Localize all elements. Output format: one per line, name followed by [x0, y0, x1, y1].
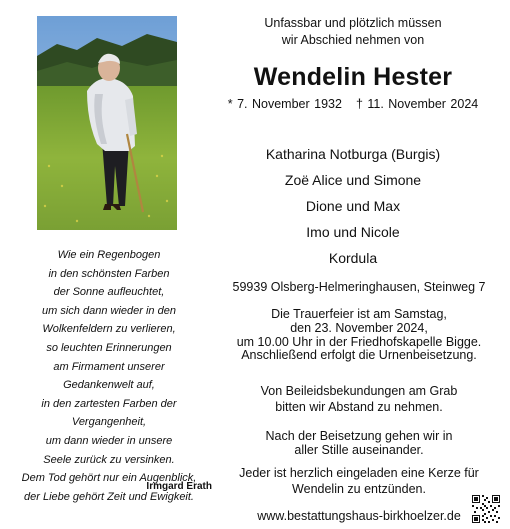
poem-line: Wie ein Regenbogen	[57, 249, 161, 261]
condolences-line: Von Beileidsbekundungen am Grab	[260, 384, 458, 398]
mourner-name: Kordula	[328, 250, 378, 266]
service-line: Die Trauerfeier ist am Samstag,	[271, 307, 447, 321]
family-address: 59939 Olsberg-Helmeringhausen, Steinweg 7	[232, 280, 486, 294]
death-date: † 11. November 2024	[355, 97, 479, 111]
poem-line: in den schönsten Farben	[48, 267, 170, 280]
candle-line: Wendelin zu entzünden.	[292, 481, 426, 496]
memorial-poem	[10, 246, 208, 506]
portrait-photo	[37, 16, 177, 230]
poem-line: Gedankenwelt auf,	[63, 379, 155, 392]
poem-line: Vergangenheit,	[71, 416, 147, 429]
life-dates	[220, 97, 486, 111]
mourner-name: Imo und Nicole	[306, 224, 400, 240]
condolences-note	[222, 384, 496, 415]
service-line: Anschließend erfolgt die Urnenbeisetzung.	[241, 348, 477, 363]
service-line: um 10.00 Uhr in der Friedhofskapelle Bigge.	[236, 334, 482, 349]
poem-line: um sich dann wieder in den	[42, 304, 176, 317]
condolences-line: bitten wir Abstand zu nehmen.	[275, 399, 443, 414]
poem-author: Irmgard Erath	[146, 481, 212, 492]
poem-line: Seele zurück zu versinken.	[43, 453, 175, 466]
mourner-name: Zoë Alice und Simone	[284, 172, 422, 188]
intro-line: Unfassbar und plötzlich müssen	[264, 16, 442, 30]
mourner-name: Dione und Max	[305, 198, 401, 214]
deceased-name: Wendelin Hester	[253, 63, 453, 91]
burial-line: Nach der Beisetzung gehen wir in	[265, 429, 453, 443]
poem-line: Wolkenfeldern zu verlieren,	[42, 323, 176, 336]
poem-line: am Firmament unserer	[53, 360, 165, 373]
funeral-home-website[interactable]: www.bestattungshaus-birkhoelzer.de	[257, 509, 461, 523]
burial-note	[222, 430, 496, 457]
candle-invitation	[222, 466, 496, 497]
poem-line: um dann wieder in unsere	[45, 434, 173, 447]
poem-line: Dem Tod gehört nur ein Augenblick,	[21, 472, 197, 485]
funeral-service-info	[222, 308, 496, 363]
poem-line: der Sonne aufleuchtet,	[53, 286, 165, 299]
burial-line: aller Stille auseinander.	[294, 442, 424, 457]
poem-line: so leuchten Erinnerungen	[46, 341, 172, 354]
mourners-list	[228, 141, 478, 271]
poem-line: in den zartesten Farben der	[41, 397, 177, 410]
intro-line: wir Abschied nehmen von	[281, 33, 425, 47]
mourner-name: Katharina Notburga (Burgis)	[265, 146, 441, 162]
service-line: den 23. November 2024,	[290, 320, 428, 335]
poem-line: der Liebe gehört Zeit und Ewigkeit.	[24, 490, 194, 503]
birth-date: * 7. November 1932	[227, 97, 342, 111]
qr-code-icon[interactable]	[471, 494, 501, 524]
candle-line: Jeder ist herzlich eingeladen eine Kerze für	[239, 466, 479, 480]
intro-text	[228, 15, 478, 49]
